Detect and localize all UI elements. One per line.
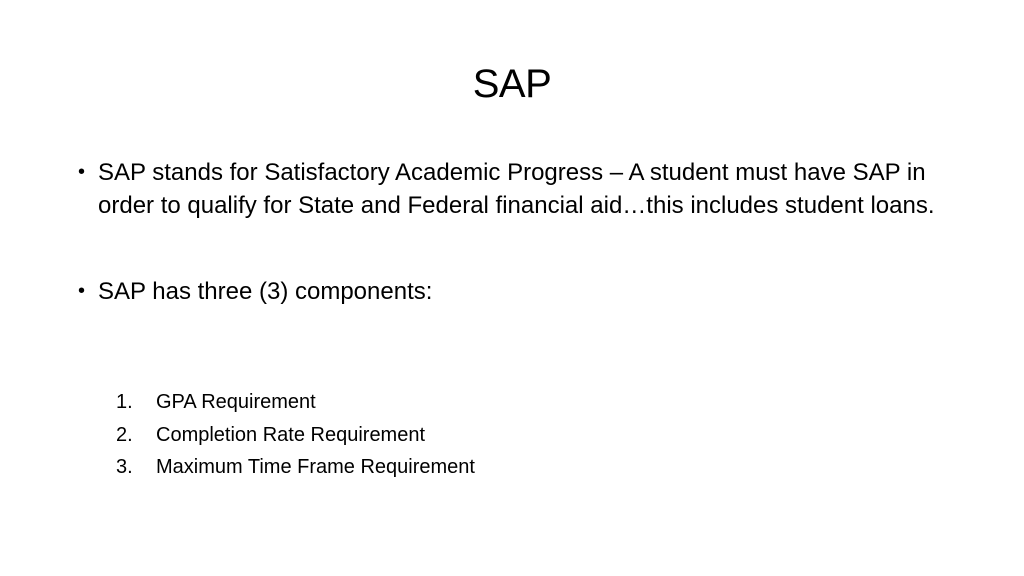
bullet-item xyxy=(78,156,958,222)
component-number: 1. xyxy=(116,391,133,413)
bullet-item xyxy=(78,275,958,308)
components-list xyxy=(116,386,816,484)
component-text: Maximum Time Frame Requirement xyxy=(156,456,475,478)
component-number: 2. xyxy=(116,423,133,446)
bullet-marker: • xyxy=(78,161,86,183)
component-item xyxy=(116,419,816,452)
component-text: Completion Rate Requirement xyxy=(156,423,426,446)
bullet-marker: • xyxy=(78,280,86,302)
slide-title: SAP xyxy=(472,62,552,106)
component-number: 3. xyxy=(116,456,133,478)
component-item xyxy=(116,451,816,484)
bullet-text: SAP stands for Satisfactory Academic Progress – A student must have SAP in order to qualify for State and Federal financial aid…this includes student loans. xyxy=(98,159,935,219)
component-text: GPA Requirement xyxy=(156,391,316,413)
bullet-list xyxy=(78,156,958,308)
component-item xyxy=(116,386,816,419)
bullet-text: SAP has three (3) components: xyxy=(98,278,433,305)
